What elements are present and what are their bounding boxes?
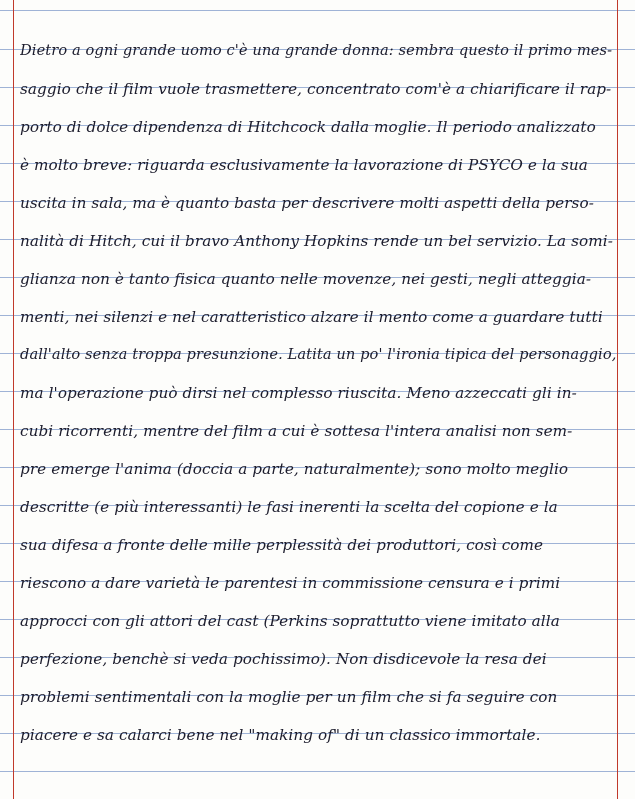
text-line: nalità di Hitch, cui il bravo Anthony Hopkins rende un bel servizio. La somi- — [20, 232, 613, 250]
text-line: ma l'operazione può dirsi nel complesso riuscita. Meno azzeccati gli in- — [20, 384, 577, 402]
text-line: uscita in sala, ma è quanto basta per descrivere molti aspetti della perso- — [20, 194, 594, 212]
text-line: glianza non è tanto fisica quanto nelle movenze, nei gesti, negli atteggia- — [20, 270, 592, 288]
text-line: menti, nei silenzi e nel caratteristico alzare il mento come a guardare tutti — [20, 308, 603, 326]
text-line: perfezione, benchè si veda pochissimo). Non disdicevole la resa dei — [20, 650, 547, 668]
text-line: saggio che il film vuole trasmettere, concentrato com'è a chiarificare il rap- — [20, 80, 612, 98]
handwritten-text — [20, 32, 618, 754]
text-line: è molto breve: riguarda esclusivamente la lavorazione di PSYCO e la sua — [20, 156, 588, 174]
text-line: cubi ricorrenti, mentre del film a cui è sottesa l'intera analisi non sem- — [20, 422, 573, 440]
text-line: pre emerge l'anima (doccia a parte, naturalmente); sono molto meglio — [20, 460, 569, 478]
text-line: problemi sentimentali con la moglie per un film che si fa seguire con — [20, 688, 558, 706]
text-line: porto di dolce dipendenza di Hitchcock dalla moglie. Il periodo analizzato — [20, 118, 596, 136]
text-line: dall'alto senza troppa presunzione. Latita un po' l'ironia tipica del personaggio, — [20, 346, 617, 363]
text-line: sua difesa a fronte delle mille perplessità dei produttori, così come — [20, 536, 544, 554]
text-line: approcci con gli attori del cast (Perkins soprattutto viene imitato alla — [20, 612, 560, 630]
text-line: piacere e sa calarci bene nel "making of" di un classico immortale. — [20, 726, 541, 744]
text-line: descritte (e più interessanti) le fasi inerenti la scelta del copione e la — [20, 498, 558, 516]
text-line: riescono a dare varietà le parentesi in commissione censura e i primi — [20, 574, 561, 592]
left-margin-line — [13, 0, 14, 799]
text-line: Dietro a ogni grande uomo c'è una grande donna: sembra questo il primo mes- — [20, 42, 613, 59]
